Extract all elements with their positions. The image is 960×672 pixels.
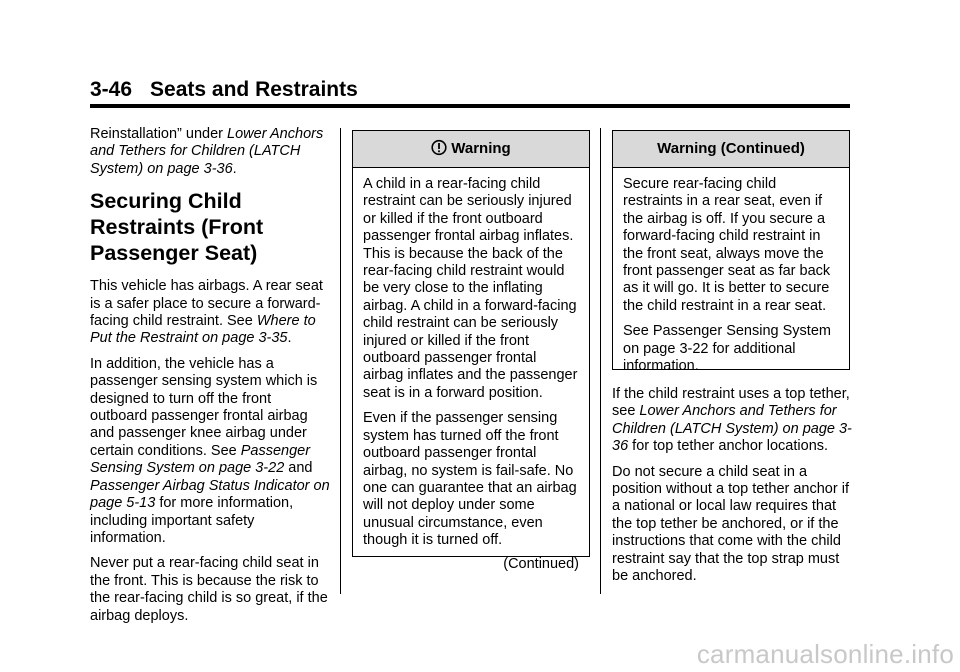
section-title: Seats and Restraints	[150, 78, 358, 101]
warning-title: Warning	[451, 140, 511, 157]
text: Reinstallation” under	[90, 126, 228, 142]
paragraph-sensing-system	[90, 356, 330, 547]
warning-continued-body	[613, 168, 849, 389]
paragraph-never: Never put a rear-facing child seat in the front. This is because the risk to the rear-facing child is so great, if the airbag deploys.	[90, 555, 328, 624]
cross-reference-link[interactable]: Passenger Airbag Status Indicator on page 5-13	[90, 477, 330, 512]
text: .	[232, 160, 237, 177]
paragraph-reinstallation	[90, 126, 330, 178]
column-divider-left	[340, 128, 341, 594]
page-header	[90, 78, 358, 102]
warning-box	[352, 130, 590, 572]
warning-header	[353, 131, 589, 168]
text: .	[287, 330, 292, 347]
text: for additional information.	[623, 340, 796, 375]
warning-paragraph: A child in a rear-facing child restraint can be seriously injured or killed if the front outboard passenger frontal airbag inflates. This is because the back of the rear-facing child restraint would be very close to the inflating airbag. A child in a forward-facing child restraint can be seriously injured or killed if the front outboard passenger frontal airbag inflates and the passenger seat is in a forward position.	[363, 176, 578, 401]
continued-label: (Continued)	[503, 555, 579, 572]
cross-reference-link[interactable]: Passenger Sensing System on page 3-22	[90, 442, 311, 477]
header-rule	[90, 104, 850, 108]
column-divider-right	[600, 128, 601, 594]
section-heading: Securing Child Restraints (Front Passenger Seat)	[90, 189, 264, 266]
warning-body	[353, 168, 589, 579]
page-number: 3-46	[90, 78, 133, 101]
warning-paragraph	[623, 323, 839, 375]
text: This vehicle has airbags. A rear seat is a safer place to secure a forward-facing child restraint. See	[90, 278, 323, 330]
text: and	[284, 460, 313, 477]
paragraph-airbags	[90, 278, 330, 348]
paragraph-top-tether	[612, 386, 852, 456]
text: for top tether anchor locations.	[628, 438, 829, 455]
cross-reference-link[interactable]: Lower Anchors and Tethers for Children (LATCH System) on page 3-36	[90, 126, 324, 177]
text: See	[623, 323, 653, 340]
watermark: carmanualsonline.info	[696, 639, 954, 669]
warning-icon	[431, 134, 447, 170]
warning-paragraph: Even if the passenger sensing system has turned off the front outboard passenger frontal airbag, no system is fail-safe. No one can guarantee that an airbag will not deploy under some unusual circumstance, even though it is turned off.	[363, 410, 577, 549]
column-3	[612, 386, 852, 593]
paragraph-do-not-secure: Do not secure a child seat in a position without a top tether anchor if a national or local law requires that the top tether be anchored, or if the instructions that come with the child restraint say that the top strap must be anchored.	[612, 463, 849, 585]
text: In addition, the vehicle has a passenger sensing system which is designed to turn off the front outboard passenger frontal airbag and passenger knee airbag under certain conditions. See	[90, 355, 318, 459]
cross-reference-link[interactable]: Passenger Sensing System on page 3-22	[623, 323, 831, 357]
text: If the child restraint uses a top tether, see	[612, 386, 850, 420]
warning-paragraph: Secure rear-facing child restraints in a rear seat, even if the airbag is off. If you secure a forward-facing child restraint in the front seat, always move the front passenger seat as far back as it will go. It is better to secure the child restraint in a rear seat.	[623, 176, 831, 314]
warning-continued-header: Warning (Continued)	[613, 131, 849, 168]
warning-continued-box	[612, 130, 850, 375]
cross-reference-link[interactable]: Where to Put the Restraint on page 3-35	[90, 313, 316, 347]
cross-reference-link[interactable]: Lower Anchors and Tethers for Children (LATCH System) on page 3-36	[612, 403, 852, 455]
column-1	[90, 126, 330, 633]
text: for more information, including important safety information.	[90, 495, 294, 546]
